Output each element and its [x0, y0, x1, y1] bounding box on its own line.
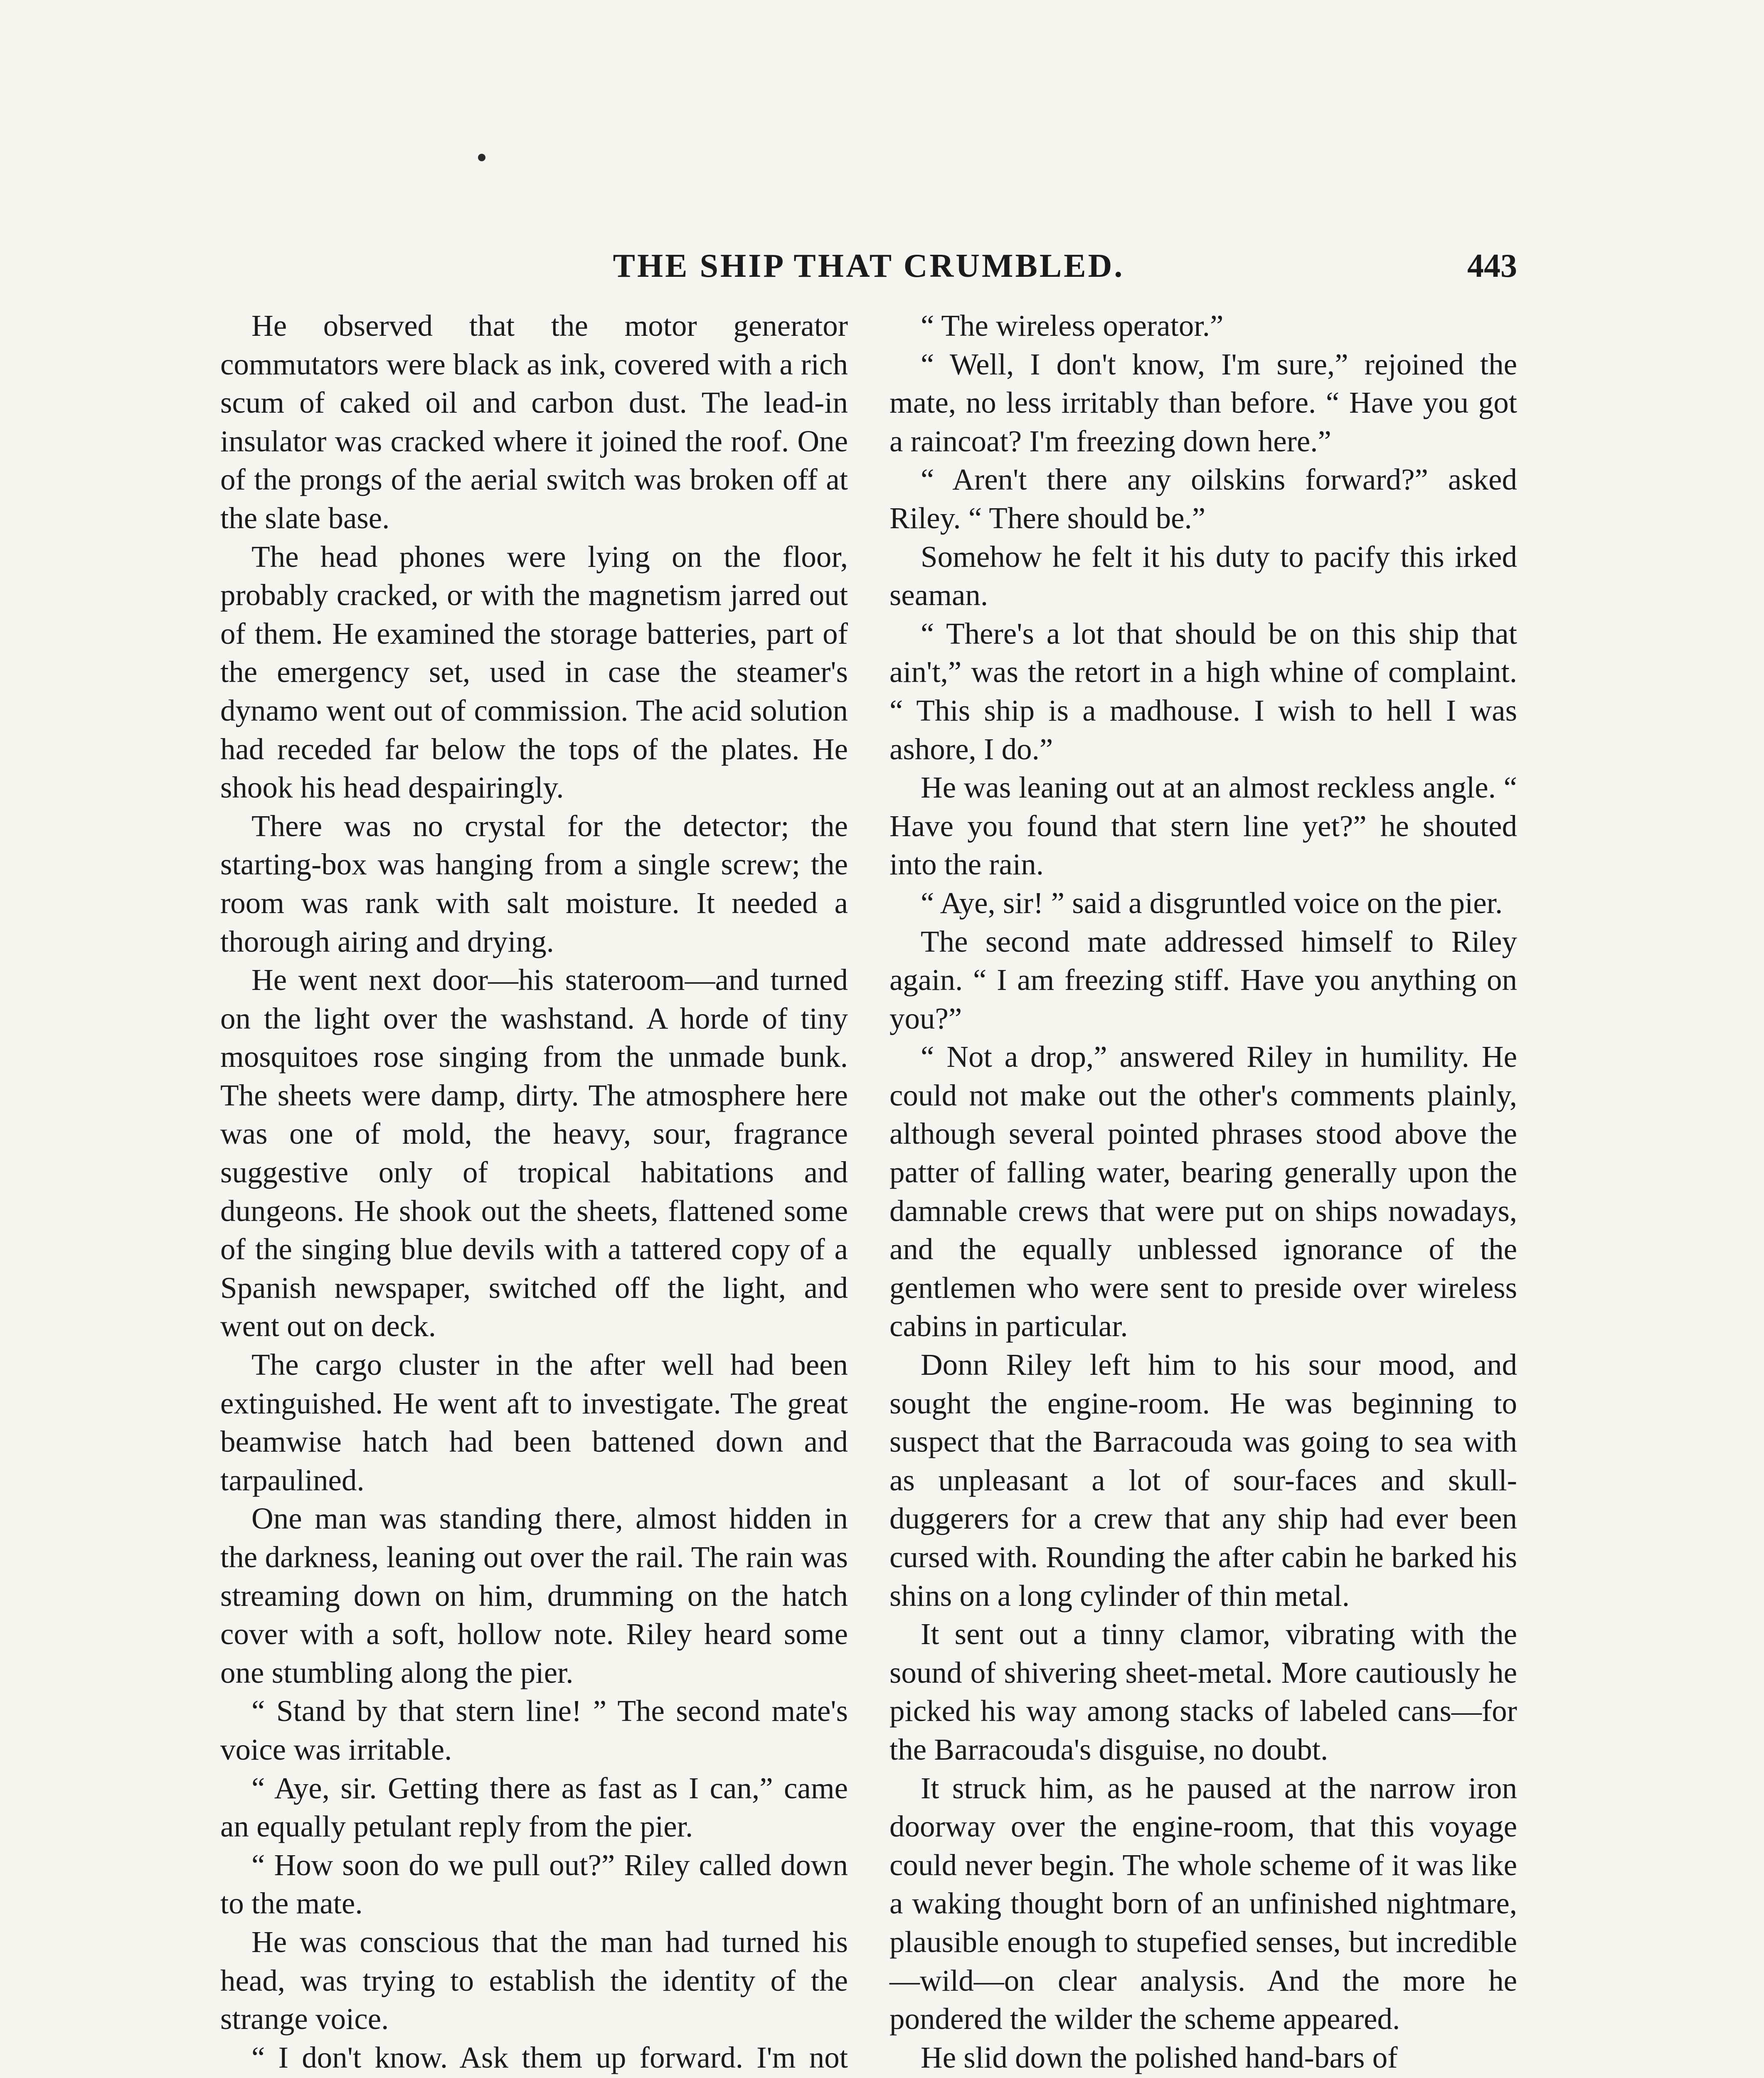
paragraph: One man was standing there, almost hidden in the darkness, leaning out over the rail. The rain was streaming down on him, drumming on the hatch cover with a soft, hollow note. Riley heard some one stumbling along the pier.: [220, 1502, 848, 1689]
left-column: [220, 307, 848, 2078]
paragraph: There was no crystal for the detector; the starting-box was hanging from a single screw; the room was rank with salt moisture. It needed a thorough airing and drying.: [220, 809, 848, 958]
paragraph: “ Stand by that stern line! ” The second mate's voice was irritable.: [220, 1694, 848, 1766]
paragraph: The cargo cluster in the after well had been extinguished. He went aft to investigate. The great beamwise hatch had been battened down and tarpaulined.: [220, 1348, 848, 1497]
paragraph: He was leaning out at an almost reckless angle. “ Have you found that stern line yet?” he shouted into the rain.: [889, 771, 1517, 881]
paragraph: It sent out a tinny clamor, vibrating with the sound of shivering sheet-metal. More cautiously he picked his way among stacks of labeled cans—for the Barracouda's disguise, no doubt.: [889, 1617, 1517, 1766]
right-column: [889, 307, 1517, 2077]
paragraph: He slid down the polished hand-bars of: [921, 2040, 1398, 2074]
paragraph: “ Well, I don't know, I'm sure,” rejoined the mate, no less irritably than before. “ Have you got a raincoat? I'm freezing down here.”: [889, 347, 1517, 458]
paragraph: “ Not a drop,” answered Riley in humility. He could not make out the other's comments plainly, although several pointed phrases stood above the patter of falling water, bearing generally upon the damnable crews that were put on ships nowadays, and the equally unblessed ignorance of the gentlemen who were sent to preside over wireless cabins in particular.: [889, 1040, 1517, 1343]
paragraph: “ Aye, sir. Getting there as fast as I can,” came an equally petulant reply from the pier.: [220, 1771, 848, 1844]
page-header: [220, 245, 1517, 291]
paragraph: It struck him, as he paused at the narrow iron doorway over the engine-room, that this voyage could never begin. The whole scheme of it was like a waking thought born of an unfinished nightmare, plausible enough to stupefied senses, but incredible—wild—on clear analysis. And the more he pondered the wilder the scheme appeared.: [889, 1771, 1517, 2036]
paragraph: Somehow he felt it his duty to pacify this irked seaman.: [889, 539, 1517, 612]
paragraph: “ There's a lot that should be on this ship that ain't,” was the retort in a high whine of complaint. “ This ship is a madhouse. I wish to hell I was ashore, I do.”: [889, 616, 1517, 766]
ink-speck: [478, 154, 485, 161]
paragraph: He went next door—his stateroom—and turned on the light over the washstand. A horde of tiny mosquitoes rose singing from the unmade bunk. The sheets were damp, dirty. The atmosphere here was one of mold, the heavy, sour, fragrance suggestive only of tropical habitations and dungeons. He shook out the sheets, flattened some of the singing blue devils with a tattered copy of a Spanish newspaper, switched off the light, and went out on deck.: [220, 963, 848, 1343]
page-number: 443: [1467, 248, 1517, 284]
paragraph: “ The wireless operator.”: [921, 309, 1224, 342]
paragraph: The second mate addressed himself to Riley again. “ I am freezing stiff. Have you anything on you?”: [889, 924, 1517, 1035]
paragraph: The head phones were lying on the floor, probably cracked, or with the magnetism jarred out of them. He examined the storage batteries, part of the emergency set, used in case the steamer's dynamo went out of commission. The acid solution had receded far below the tops of the plates. He shook his head despairingly.: [220, 539, 848, 805]
paragraph: “ Aye, sir! ” said a disgruntled voice on the pier.: [921, 886, 1503, 920]
paragraph: “ How soon do we pull out?” Riley called down to the mate.: [220, 1848, 848, 1920]
running-title: THE SHIP THAT CRUMBLED.: [613, 248, 1125, 284]
paragraph: “ Aren't there any oilskins forward?” asked Riley. “ There should be.”: [889, 463, 1517, 535]
paragraph: He observed that the motor generator commutators were black as ink, covered with a rich scum of caked oil and carbon dust. The lead-in insulator was cracked where it joined the roof. One of the prongs of the aerial switch was broken off at the slate base.: [220, 309, 848, 535]
paragraph: He was conscious that the man had turned his head, was trying to establish the identity of the strange voice.: [220, 1925, 848, 2036]
paragraph: “ I don't know. Ask them up forward. I'm not: [251, 2040, 848, 2074]
paragraph: Donn Riley left him to his sour mood, and sought the engine-room. He was beginning to suspect that the Barracouda was going to sea with as unpleasant a lot of sour-faces and skull-duggerers for a crew that any ship had ever been cursed with. Rounding the after cabin he barked his shins on a long cylinder of thin metal.: [889, 1348, 1517, 1613]
